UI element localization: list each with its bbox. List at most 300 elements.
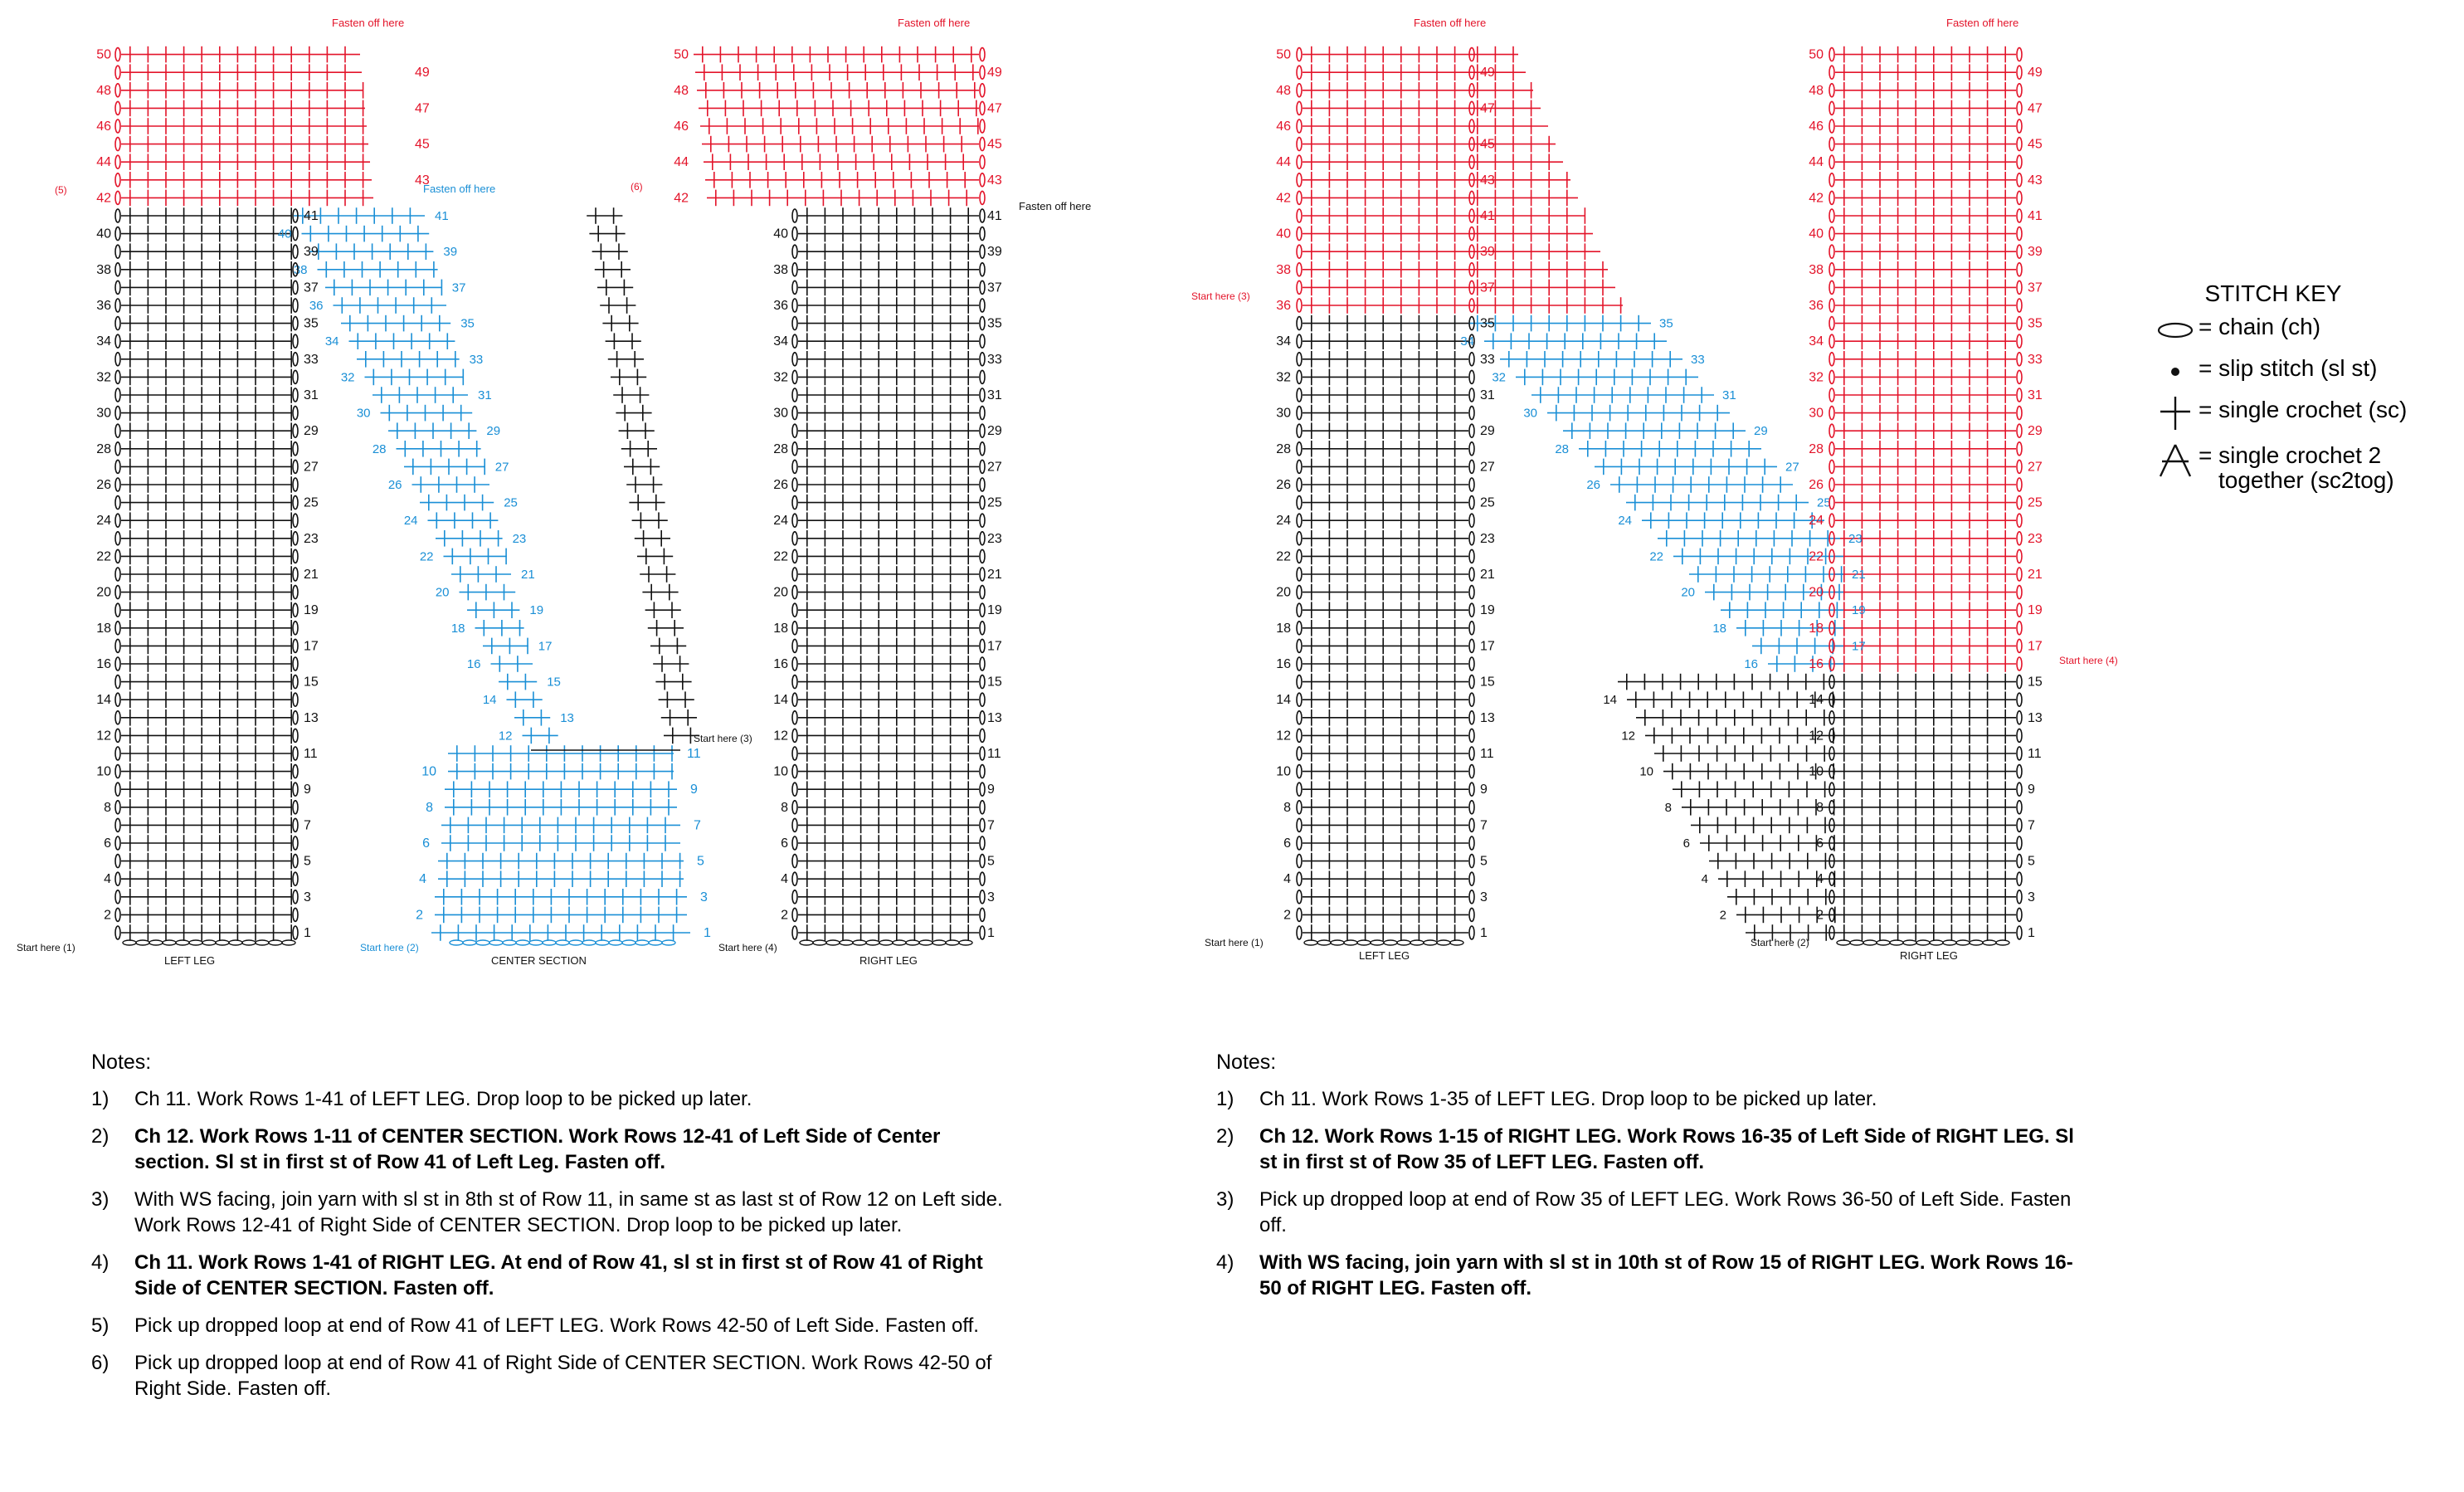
m-center-right-side-row <box>592 243 628 260</box>
chain-mark <box>1297 783 1302 796</box>
chain-mark <box>1829 370 1834 383</box>
chain-mark <box>980 155 985 168</box>
m-right-leg-row <box>798 584 979 601</box>
chain-mark <box>1297 496 1302 510</box>
chain-mark <box>980 388 985 402</box>
chain-mark <box>115 299 120 312</box>
m-left-leg-row <box>121 369 292 386</box>
row-number: 41 <box>435 209 449 223</box>
m-top-left-row <box>121 64 362 80</box>
row-number: 12 <box>498 729 513 744</box>
chain-mark <box>980 280 985 294</box>
chain-mark <box>792 586 797 599</box>
key-label-single-crochet: = single crochet (sc) <box>2199 397 2408 422</box>
row-number: 18 <box>1712 621 1726 636</box>
chain-mark <box>115 334 120 348</box>
chain-mark <box>2017 119 2022 133</box>
row-number: 7 <box>1480 818 1488 833</box>
chain-mark <box>115 836 120 850</box>
row-number: 25 <box>504 495 518 510</box>
chain-mark <box>1983 940 1996 945</box>
row-number: 2 <box>104 908 111 923</box>
chain-mark <box>792 299 797 312</box>
row-number: 13 <box>987 710 1002 725</box>
m-center-right-side-row <box>600 297 635 314</box>
chain-mark <box>2017 496 2022 510</box>
row-number: 6 <box>422 836 430 851</box>
chain-mark <box>1469 783 1474 796</box>
chain-mark <box>1297 855 1302 868</box>
chain-mark <box>980 783 985 796</box>
chain-mark <box>115 622 120 635</box>
chain-mark <box>1297 209 1302 222</box>
key-label-sc2tog-line1: = single crochet 2 <box>2199 442 2382 468</box>
stitch-key-title: STITCH KEY <box>2204 280 2342 306</box>
m-right-leg-row <box>798 297 979 314</box>
m-center-right-side-row <box>589 226 625 242</box>
m-top-right-row <box>705 172 979 188</box>
row-number: 20 <box>1809 585 1824 600</box>
n-right-leg-row <box>1835 889 2016 905</box>
chain-mark <box>980 818 985 831</box>
row-number: 50 <box>1809 47 1824 62</box>
row-number: 10 <box>1639 764 1653 779</box>
chain-mark <box>1829 334 1834 348</box>
row-number: 24 <box>96 514 111 529</box>
chain-mark <box>813 940 826 945</box>
row-number: 42 <box>1809 191 1824 206</box>
chain-mark <box>115 280 120 294</box>
row-number: 28 <box>372 441 387 456</box>
row-number: 2 <box>1816 908 1824 923</box>
n-left-leg-row <box>1303 620 1468 636</box>
m-right-leg-row <box>798 387 979 403</box>
chain-mark <box>149 940 163 945</box>
row-number: 34 <box>1460 334 1474 349</box>
n-right-leg-row <box>1835 763 2016 780</box>
chain-mark <box>980 711 985 724</box>
m-top-right-row <box>699 100 979 117</box>
chain-mark <box>1996 940 2009 945</box>
m-top-right-row <box>697 82 979 99</box>
m-center-left-side-row <box>325 280 442 296</box>
row-number: 15 <box>304 675 319 690</box>
chain-mark <box>980 496 985 510</box>
row-number: 50 <box>1276 47 1291 62</box>
notes-m-title: Notes: <box>91 1051 152 1074</box>
m-left-leg-row <box>121 709 292 726</box>
n-right-leg-row <box>1835 620 2016 636</box>
n-right-leg-row <box>1835 243 2016 260</box>
chain-mark <box>1297 603 1302 617</box>
m-center-row <box>441 817 680 834</box>
m-center-left-side-row <box>436 530 503 547</box>
chain-mark <box>1344 940 1357 945</box>
row-number: 1 <box>704 926 711 940</box>
chain-mark <box>2017 442 2022 456</box>
chain-mark <box>980 138 985 151</box>
m-center-left-side-row <box>499 674 537 690</box>
chain-mark <box>622 940 635 945</box>
chain-mark <box>1829 245 1834 258</box>
row-number: 40 <box>1809 227 1824 241</box>
row-number: 23 <box>1848 531 1863 546</box>
row-number: 4 <box>419 872 426 887</box>
chain-mark <box>293 855 298 868</box>
m-center-right-side-row <box>616 405 651 422</box>
row-number: 22 <box>1649 549 1663 564</box>
n-left-leg-row <box>1303 64 1468 80</box>
chain-mark <box>115 908 120 921</box>
row-number: 11 <box>304 747 318 761</box>
n-right-leg-row <box>1835 781 2016 797</box>
row-number: 47 <box>987 101 1002 116</box>
chain-mark <box>792 747 797 760</box>
chain-mark <box>2017 388 2022 402</box>
row-number: 19 <box>2028 603 2043 618</box>
row-number: 28 <box>1555 441 1569 456</box>
row-number: 18 <box>450 621 465 636</box>
row-number: 10 <box>773 764 788 779</box>
chain-mark <box>2017 191 2022 204</box>
chain-mark <box>792 514 797 527</box>
chain-mark <box>1829 388 1834 402</box>
n-right-leg-row <box>1835 172 2016 188</box>
chain-mark <box>293 693 298 706</box>
chain-mark <box>980 317 985 330</box>
chain-mark <box>1297 586 1302 599</box>
chain-mark <box>2017 908 2022 921</box>
n-right-leg-row <box>1835 422 2016 439</box>
m-center-right-side-row <box>635 530 670 547</box>
m-center-row <box>445 781 677 797</box>
chain-mark <box>2017 48 2022 61</box>
chain-mark <box>293 245 298 258</box>
m-center-left-side-row <box>523 728 558 744</box>
note-number: 5) <box>91 1314 110 1337</box>
chain-mark <box>792 693 797 706</box>
chain-mark <box>2017 84 2022 97</box>
chain-mark <box>115 407 120 420</box>
chain-mark <box>2017 783 2022 796</box>
chain-mark <box>450 940 463 945</box>
m-right-leg-row <box>798 476 979 493</box>
note-number: 2) <box>1216 1125 1234 1148</box>
chain-mark <box>2017 460 2022 473</box>
m-right-leg-row <box>798 243 979 260</box>
row-number: 33 <box>469 352 484 367</box>
chain-mark <box>1829 442 1834 456</box>
row-number: 7 <box>987 818 995 833</box>
m-top-left-row <box>121 136 368 153</box>
n-diagonal-blue-row <box>1563 422 1746 439</box>
row-number: 31 <box>1722 388 1736 402</box>
chain-mark <box>293 532 298 545</box>
chain-mark <box>293 657 298 670</box>
chain-mark <box>792 890 797 904</box>
n-left-leg-row <box>1303 226 1468 242</box>
chain-mark <box>1829 280 1834 294</box>
chain-mark <box>2017 101 2022 115</box>
row-number: 18 <box>773 621 788 636</box>
n-diagonal-blue-row <box>1721 602 1843 618</box>
key-row-single-crochet <box>2149 390 2456 436</box>
row-number: 50 <box>674 47 689 62</box>
row-number: 8 <box>1283 800 1291 815</box>
n-left-leg-row <box>1303 530 1468 547</box>
n-left-leg-row <box>1303 405 1468 422</box>
m-left-leg-row <box>121 441 292 457</box>
row-number: 34 <box>773 334 788 349</box>
chain-mark <box>1469 460 1474 473</box>
n-start-here-3: Start here (3) <box>1191 290 1250 302</box>
chain-mark <box>115 119 120 133</box>
row-number: 23 <box>2028 531 2043 546</box>
notes-n-item-3 <box>1216 1187 2079 1238</box>
chain-mark <box>980 245 985 258</box>
chain-mark <box>1297 514 1302 527</box>
chain-mark <box>163 940 176 945</box>
m-top-left-row <box>121 100 365 117</box>
chain-mark <box>1469 353 1474 366</box>
m-center-left-side-row <box>318 261 438 278</box>
row-number: 37 <box>304 280 319 295</box>
n-diagonal-bottom-row <box>1709 853 1835 870</box>
row-number: 48 <box>1809 83 1824 98</box>
m-start-here-3: Start here (3) <box>694 733 752 744</box>
m-center-row <box>441 835 680 851</box>
m-center-left-side-row <box>349 333 455 349</box>
row-number: 12 <box>1621 729 1635 744</box>
chain-mark <box>980 890 985 904</box>
row-number: 26 <box>387 478 402 492</box>
m-center-right-side-row <box>645 602 681 618</box>
row-number: 1 <box>2028 926 2035 940</box>
n-diagonal-blue-row <box>1658 530 1840 547</box>
m-center-left-side-row <box>444 549 507 565</box>
chain-mark <box>980 191 985 204</box>
n-left-leg-row <box>1303 638 1468 655</box>
n-diagonal-top-row <box>1468 154 1563 170</box>
chain-mark <box>980 586 985 599</box>
slip-stitch-icon <box>2157 353 2194 390</box>
chain-mark <box>893 940 906 945</box>
row-number: 32 <box>1492 370 1506 385</box>
row-number: 22 <box>96 549 111 564</box>
chain-mark <box>1829 138 1834 151</box>
chain-mark <box>2017 568 2022 581</box>
chain-mark <box>115 693 120 706</box>
key-label-chain: = chain (ch) <box>2199 314 2321 339</box>
n-right-leg-row <box>1835 207 2016 224</box>
row-number: 5 <box>1480 854 1488 869</box>
m-center-right-side-row <box>650 638 686 655</box>
m-right-leg-row <box>798 207 979 224</box>
row-number: 33 <box>1480 352 1495 367</box>
chain-mark <box>2017 765 2022 778</box>
n-diagonal-bottom-row <box>1700 835 1835 851</box>
row-number: 41 <box>987 209 1002 223</box>
row-number: 11 <box>1480 747 1494 761</box>
m-left-leg-row <box>121 870 292 887</box>
chain-mark <box>1469 711 1474 724</box>
n-diagonal-blue-row <box>1642 512 1824 529</box>
chain-mark <box>2017 227 2022 241</box>
chain-mark <box>792 245 797 258</box>
chain-mark <box>1297 84 1302 97</box>
chain-mark <box>1469 872 1474 885</box>
chain-mark <box>792 424 797 437</box>
chain-mark <box>582 940 596 945</box>
n-right-leg-row <box>1835 315 2016 332</box>
m-right-leg-row <box>798 799 979 816</box>
chain-mark <box>115 460 120 473</box>
n-diagonal-top-row <box>1468 297 1623 314</box>
chain-mark <box>2017 729 2022 742</box>
m-left-leg-row <box>121 728 292 744</box>
chain-mark <box>980 855 985 868</box>
m-left-leg-row <box>121 674 292 690</box>
row-number: 38 <box>773 262 788 277</box>
chain-mark <box>293 496 298 510</box>
n-right-leg-row <box>1835 333 2016 349</box>
m-center-left-side-row <box>381 405 473 422</box>
chain-mark <box>115 101 120 115</box>
chain-mark <box>1297 622 1302 635</box>
row-number: 16 <box>1809 657 1824 671</box>
note-number: 2) <box>91 1125 110 1148</box>
m-center-left-side-row <box>420 495 494 511</box>
key-row-slip-stitch <box>2149 349 2456 390</box>
row-number: 34 <box>1276 334 1291 349</box>
row-number: 12 <box>773 729 788 744</box>
chain-mark <box>293 586 298 599</box>
chain-mark <box>792 460 797 473</box>
row-number: 11 <box>687 747 701 761</box>
chain-mark <box>2017 872 2022 885</box>
m-paren-5: (5) <box>55 184 67 196</box>
n-diagonal-blue-row <box>1610 476 1793 493</box>
row-number: 41 <box>2028 209 2043 223</box>
chain-mark <box>1297 317 1302 330</box>
chain-mark <box>293 747 298 760</box>
m-right-leg-row <box>798 441 979 457</box>
row-number: 10 <box>96 764 111 779</box>
row-number: 31 <box>987 388 1002 402</box>
chain-mark <box>115 657 120 670</box>
n-diagonal-bottom-row <box>1727 889 1835 905</box>
m-left-leg-row <box>121 226 292 242</box>
chain-mark <box>1469 603 1474 617</box>
row-number: 35 <box>987 316 1002 331</box>
row-number: 25 <box>1480 495 1495 510</box>
chain-mark <box>792 855 797 868</box>
chain-mark <box>2017 675 2022 689</box>
n-right-leg-row <box>1835 709 2016 726</box>
chain-mark <box>980 603 985 617</box>
notes-m-item-2 <box>91 1124 1012 1175</box>
row-number: 28 <box>1276 441 1291 456</box>
chain-mark <box>1357 940 1371 945</box>
m-center-left-side-row <box>460 584 516 601</box>
m-left-leg-row <box>121 763 292 780</box>
m-left-leg-row <box>121 566 292 583</box>
m-left-leg-row <box>121 422 292 439</box>
chain-mark <box>792 801 797 814</box>
m-center-row <box>438 870 684 887</box>
m-left-leg-row <box>121 476 292 493</box>
n-left-leg-row <box>1303 835 1468 851</box>
chain-mark <box>1469 478 1474 491</box>
row-number: 36 <box>309 299 324 313</box>
n-left-leg-row <box>1303 512 1468 529</box>
chain-mark <box>980 532 985 545</box>
chain-mark <box>980 514 985 527</box>
row-number: 21 <box>1852 568 1866 582</box>
chain-mark <box>115 66 120 79</box>
m-left-leg-row <box>121 495 292 511</box>
n-right-leg-row <box>1835 512 2016 529</box>
n-right-leg-row <box>1835 745 2016 762</box>
n-right-leg-row <box>1835 674 2016 690</box>
row-number: 44 <box>96 155 111 170</box>
m-center-right-side-row <box>624 459 660 475</box>
row-number: 6 <box>104 836 111 851</box>
n-left-leg-row <box>1303 853 1468 870</box>
chain-mark <box>293 729 298 742</box>
chain-mark <box>596 940 609 945</box>
chain-mark <box>293 675 298 689</box>
note-text: Ch 11. Work Rows 1-41 of RIGHT LEG. At end of Row 41, sl st in first st of Row 41 of Right Side of CENTER SECTION. Fasten off. <box>134 1251 983 1299</box>
row-number: 49 <box>2028 66 2043 80</box>
m-center-row <box>448 763 674 780</box>
n-diagonal-bottom-row <box>1682 799 1835 816</box>
chain-mark <box>1850 940 1863 945</box>
chain-mark <box>2017 478 2022 491</box>
chain-mark <box>2017 155 2022 168</box>
n-right-leg-row <box>1835 853 2016 870</box>
chain-mark <box>1469 639 1474 652</box>
chain-mark <box>1469 747 1474 760</box>
m-center-left-side-row <box>514 709 550 726</box>
m-right-leg-row <box>798 495 979 511</box>
m-left-leg-row <box>121 656 292 672</box>
chain-mark <box>293 478 298 491</box>
row-number: 11 <box>2028 747 2042 761</box>
m-center-right-side-row <box>661 709 697 726</box>
row-number: 20 <box>773 585 788 600</box>
row-number: 39 <box>1480 245 1495 260</box>
chain-mark <box>1297 657 1302 670</box>
chain-mark <box>2017 317 2022 330</box>
chain-mark <box>980 765 985 778</box>
chain-mark <box>516 940 529 945</box>
n-diagonal-bottom-row <box>1618 674 1835 690</box>
chain-mark <box>1469 675 1474 689</box>
row-number: 26 <box>1276 478 1291 492</box>
chain-mark <box>189 940 202 945</box>
n-diagonal-blue-row <box>1736 620 1843 636</box>
n-left-leg-row <box>1303 459 1468 475</box>
chain-mark <box>1297 801 1302 814</box>
m-top-right-row <box>702 136 979 153</box>
chain-mark <box>293 299 298 312</box>
row-number: 37 <box>2028 280 2043 295</box>
sc2tog-icon <box>2157 441 2194 478</box>
notes-m-item-1 <box>91 1086 1012 1112</box>
row-number: 27 <box>494 460 509 475</box>
chain-mark <box>1317 940 1331 945</box>
